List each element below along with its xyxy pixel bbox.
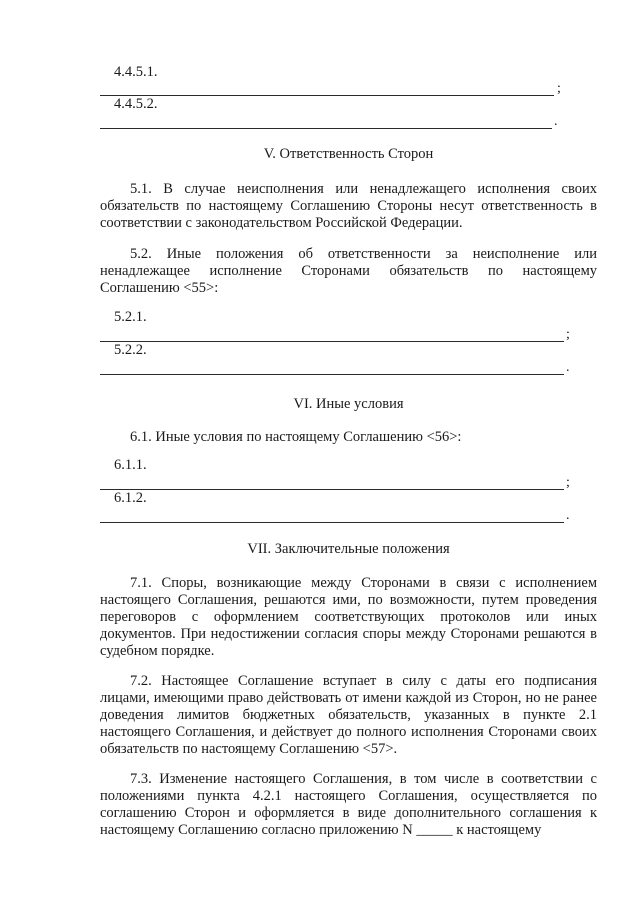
- line-end-period: .: [554, 114, 558, 129]
- fill-line: [100, 489, 564, 490]
- line-end-period: .: [566, 508, 570, 523]
- paragraph-5-2: 5.2. Иные положения об ответственности за неисполнение или ненадлежащее исполнение Сторонами обязательств по настоящему Соглашению <55>:: [100, 246, 597, 296]
- fill-line: [100, 341, 564, 342]
- item-4-4-5-2: 4.4.5.2.: [114, 96, 158, 112]
- paragraph-7-2: 7.2. Настоящее Соглашение вступает в силу с даты его подписания лицами, имеющими право действовать от имени каждой из Сторон, но не ранее доведения лимитов бюджетных обязательств, указанных в пункте 2.1 настоящего Соглашения, и действует до полного исполнения Сторонами своих обязательств по настоящему Соглашению <57>.: [100, 673, 597, 757]
- item-4-4-5-1: 4.4.5.1.: [114, 64, 158, 80]
- line-end-semicolon: ;: [557, 81, 561, 96]
- line-end-period: .: [566, 360, 570, 375]
- paragraph-5-1: 5.1. В случае неисполнения или ненадлежащего исполнения своих обязательств по настоящему Соглашению Стороны несут ответственность в соответствии с законодательством Российской Федерации.: [100, 181, 597, 231]
- fill-line: [100, 374, 564, 375]
- paragraph-7-1: 7.1. Споры, возникающие между Сторонами в связи с исполнением настоящего Соглашения, решаются ими, по возможности, путем проведения переговоров с оформлением соответствующих протоколов или иных документов. При недостижении согласия споры между Сторонами решаются в судебном порядке.: [100, 575, 597, 659]
- fill-line: [100, 128, 552, 129]
- section-heading-v: V. Ответственность Сторон: [263, 146, 434, 162]
- item-6-1-2: 6.1.2.: [114, 490, 147, 506]
- fill-line: [100, 522, 564, 523]
- item-5-2-2: 5.2.2.: [114, 342, 147, 358]
- fill-line: [100, 95, 554, 96]
- section-heading-vii: VII. Заключительные положения: [247, 541, 450, 557]
- section-heading-vi: VI. Иные условия: [293, 396, 404, 412]
- paragraph-6-1: 6.1. Иные условия по настоящему Соглашению <56>:: [130, 429, 462, 445]
- line-end-semicolon: ;: [566, 327, 570, 342]
- paragraph-7-3: 7.3. Изменение настоящего Соглашения, в том числе в соответствии с положениями пункта 4.2.1 настоящего Соглашения, осуществляется по соглашению Сторон и оформляется в виде дополнительного соглашения к настоящему Соглашению согласно приложению N _____ к настоящему: [100, 771, 597, 838]
- line-end-semicolon: ;: [566, 475, 570, 490]
- item-5-2-1: 5.2.1.: [114, 309, 147, 325]
- item-6-1-1: 6.1.1.: [114, 457, 147, 473]
